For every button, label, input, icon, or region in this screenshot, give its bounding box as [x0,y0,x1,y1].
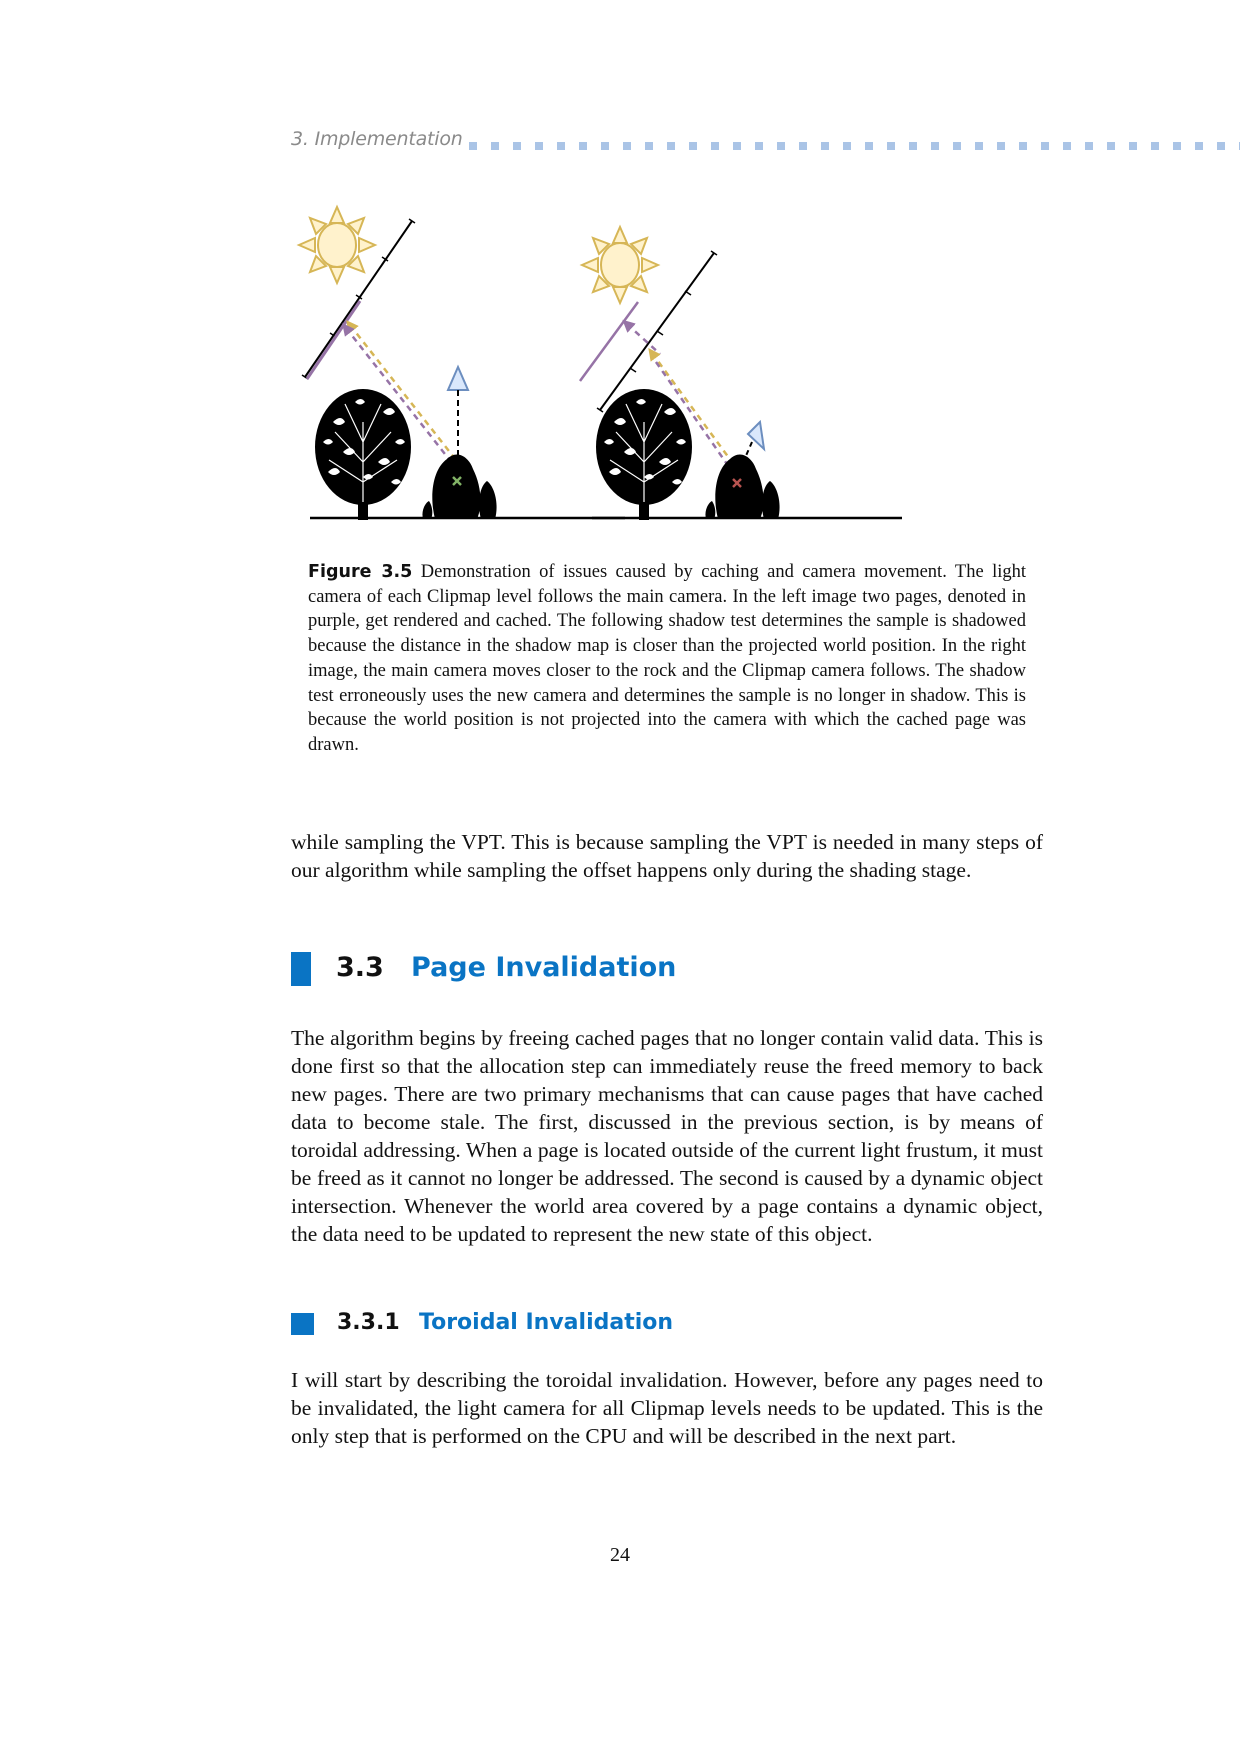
section-marker [291,952,311,986]
paragraph: while sampling the VPT. This is because sampling the VPT is needed in many steps of our algorithm while sampling the offset happens only during the shading stage. [291,830,1043,882]
tree-icon [596,389,692,520]
header-dotted-rule [469,142,1240,150]
left-panel [299,207,625,520]
page-number: 24 [610,1544,630,1566]
paragraph: The algorithm begins by freeing cached pages that no longer contain valid data. This is done first so that the allocation step can immediately reuse the freed memory to back new pages. There are two primary mechanisms that can cause pages that have cached data to become stale. The first, discussed in the previous section, is by means of toroidal addressing. When a page is located outside of the current light frustum, it must be freed as it cannot no longer be addressed. The second is caused by a dynamic object intersection. Whenever the world area covered by a page contains a dynamic object, the data need to be updated to represent the new state of this object. [291,1026,1043,1246]
subsection-heading [291,1310,991,1340]
figure-caption-text: Demonstration of issues caused by caching and camera movement. The light camera of each Clipmap level follows the main camera. In the left image two pages, denoted in purple, get rendered and cached. The following shadow test determines the sample is shadowed because the distance in the shadow map is closer than the projected world position. In the right image, the main camera moves closer to the rock and the Clipmap camera follows. The shadow test erroneously uses the new camera and determines the sample is no longer in shadow. This is because the world position is not projected into the camera with which the cached page was drawn. [308,562,1027,755]
cached-page-segment [307,301,360,379]
rock-icon [705,454,779,519]
tree-icon [315,389,411,520]
section-title: Page Invalidation [411,952,677,983]
chapter-title: 3. Implementation [291,128,463,150]
running-head [291,128,1240,158]
section-heading [291,950,991,990]
figure-3-5 [290,190,1060,520]
figure-caption [308,560,1026,758]
subsection-marker [291,1313,314,1335]
paragraph: I will start by describing the toroidal invalidation. However, before any pages need to be invalidated, the light camera for all Clipmap levels needs to be updated. This is the only step that is performed on the CPU and will be described in the next part. [291,1368,1043,1448]
subsection-number: 3.3.1 [337,1310,400,1335]
rock-icon [422,454,496,519]
subsection-title: Toroidal Invalidation [419,1310,674,1335]
figure-label: Figure 3.5 [308,562,413,582]
right-panel [580,227,902,520]
sun-icon [299,207,375,283]
figure-illustration [290,190,1060,520]
section-number: 3.3 [336,952,384,983]
sun-icon [582,227,658,303]
main-camera-icon [448,367,468,390]
